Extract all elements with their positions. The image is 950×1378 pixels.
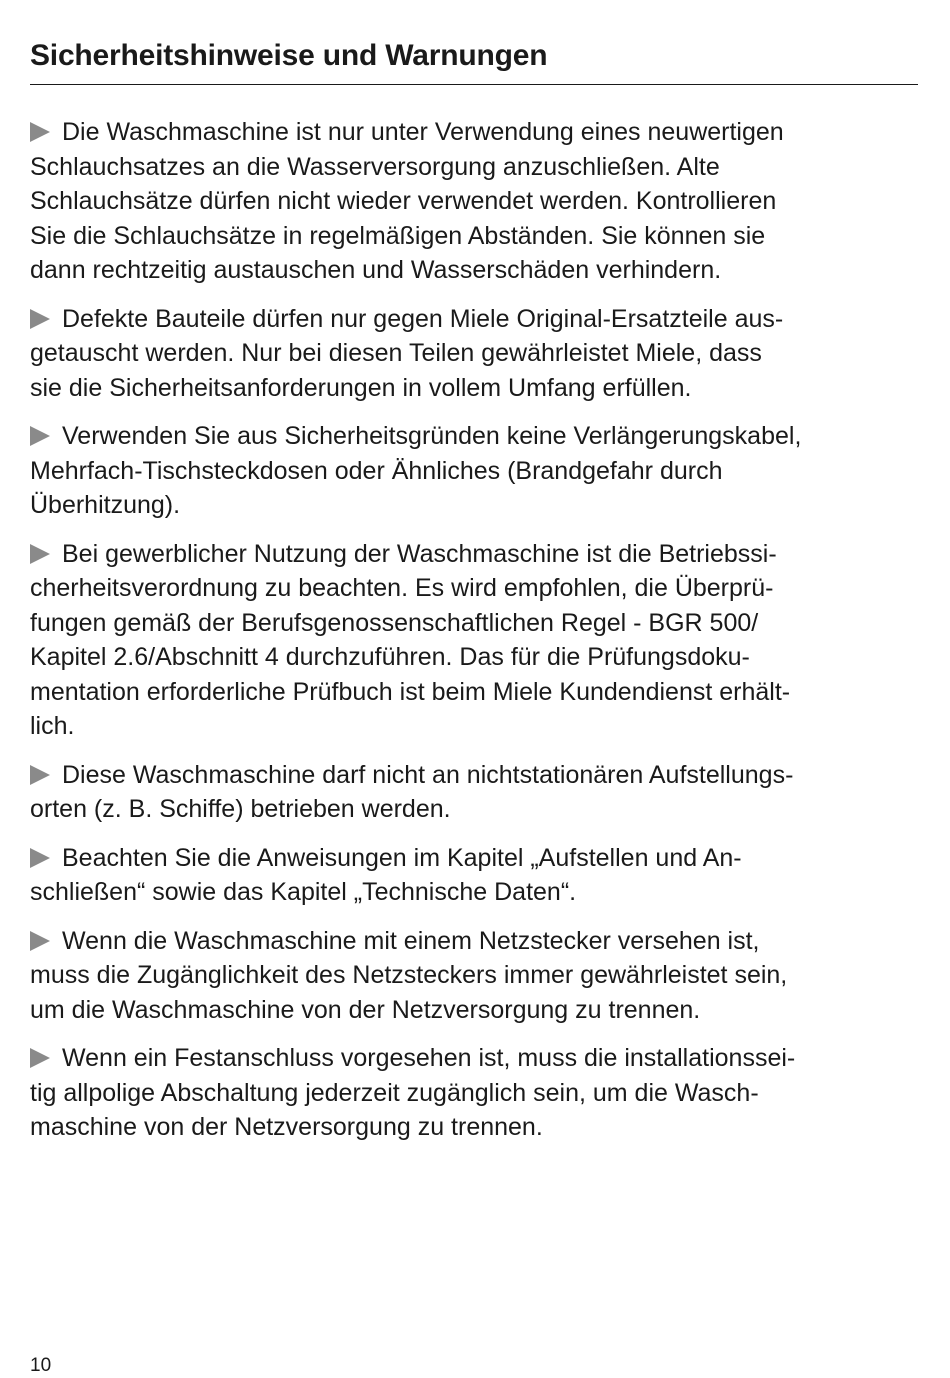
text-line: um die Waschmaschine von der Netzversorgung zu trennen. <box>30 995 701 1024</box>
text-line: Bei gewerblicher Nutzung der Waschmaschine ist die Betriebssi- <box>30 537 918 572</box>
page-title: Sicherheitshinweise und Warnungen <box>30 39 548 72</box>
text-line: muss die Zugänglichkeit des Netzsteckers immer gewährleistet sein, <box>30 961 788 989</box>
text-line: cherheitsverordnung zu beachten. Es wird empfohlen, die Überprü- <box>30 574 774 602</box>
triangle-right-icon <box>30 122 50 142</box>
text-line: Wenn die Waschmaschine mit einem Netzstecker versehen ist, <box>30 924 918 959</box>
safety-item <box>30 1041 918 1145</box>
text-line: orten (z. B. Schiffe) betrieben werden. <box>30 795 451 823</box>
text-line: Wenn ein Festanschluss vorgesehen ist, muss die installationssei- <box>30 1041 918 1076</box>
triangle-right-icon <box>30 848 50 868</box>
text-line: Verwenden Sie aus Sicherheitsgründen keine Verlängerungskabel, <box>30 419 918 454</box>
safety-item <box>30 841 918 910</box>
safety-item <box>30 115 918 288</box>
text-line: Defekte Bauteile dürfen nur gegen Miele Original-Ersatzteile aus- <box>30 302 918 337</box>
text-line: Schlauchsätze dürfen nicht wieder verwendet werden. Kontrollieren <box>30 187 777 215</box>
safety-item <box>30 419 918 523</box>
text-line: sie die Sicherheitsanforderungen in vollem Umfang erfüllen. <box>30 373 692 402</box>
page-header <box>30 36 918 85</box>
triangle-right-icon <box>30 544 50 564</box>
text-line: tig allpolige Abschaltung jederzeit zugänglich sein, um die Wasch- <box>30 1078 759 1107</box>
text-line: mentation erforderliche Prüfbuch ist beim Miele Kundendienst erhält- <box>30 677 791 706</box>
text-line: dann rechtzeitig austauschen und Wasserschäden verhindern. <box>30 256 722 284</box>
safety-item <box>30 924 918 1028</box>
triangle-right-icon <box>30 426 50 446</box>
triangle-right-icon <box>30 931 50 951</box>
text-line: Überhitzung). <box>30 491 181 519</box>
triangle-right-icon <box>30 765 50 785</box>
text-line: schließen“ sowie das Kapitel „Technische Daten“. <box>30 878 577 906</box>
page-number: 10 <box>30 1355 52 1376</box>
text-line: Schlauchsatzes an die Wasserversorgung anzuschließen. Alte <box>30 152 720 181</box>
text-line: fungen gemäß der Berufsgenossenschaftlichen Regel - BGR 500/ <box>30 608 759 637</box>
triangle-right-icon <box>30 1048 50 1068</box>
text-line: maschine von der Netzversorgung zu trennen. <box>30 1113 543 1141</box>
text-line: Mehrfach-Tischsteckdosen oder Ähnliches (Brandgefahr durch <box>30 456 723 485</box>
text-line: Die Waschmaschine ist nur unter Verwendung eines neuwertigen <box>30 115 918 150</box>
text-line: getauscht werden. Nur bei diesen Teilen gewährleistet Miele, dass <box>30 339 762 367</box>
text-line: Sie die Schlauchsätze in regelmäßigen Abständen. Sie können sie <box>30 221 766 250</box>
text-line: Kapitel 2.6/Abschnitt 4 durchzuführen. Das für die Prüfungsdoku- <box>30 643 750 671</box>
safety-item <box>30 758 918 827</box>
triangle-right-icon <box>30 309 50 329</box>
text-line: lich. <box>30 712 75 740</box>
text-line: Beachten Sie die Anweisungen im Kapitel „Aufstellen und An- <box>30 841 918 876</box>
safety-item <box>30 302 918 406</box>
safety-instructions-list <box>30 115 918 1159</box>
safety-item <box>30 537 918 744</box>
text-line: Diese Waschmaschine darf nicht an nichtstationären Aufstellungs- <box>30 758 918 793</box>
